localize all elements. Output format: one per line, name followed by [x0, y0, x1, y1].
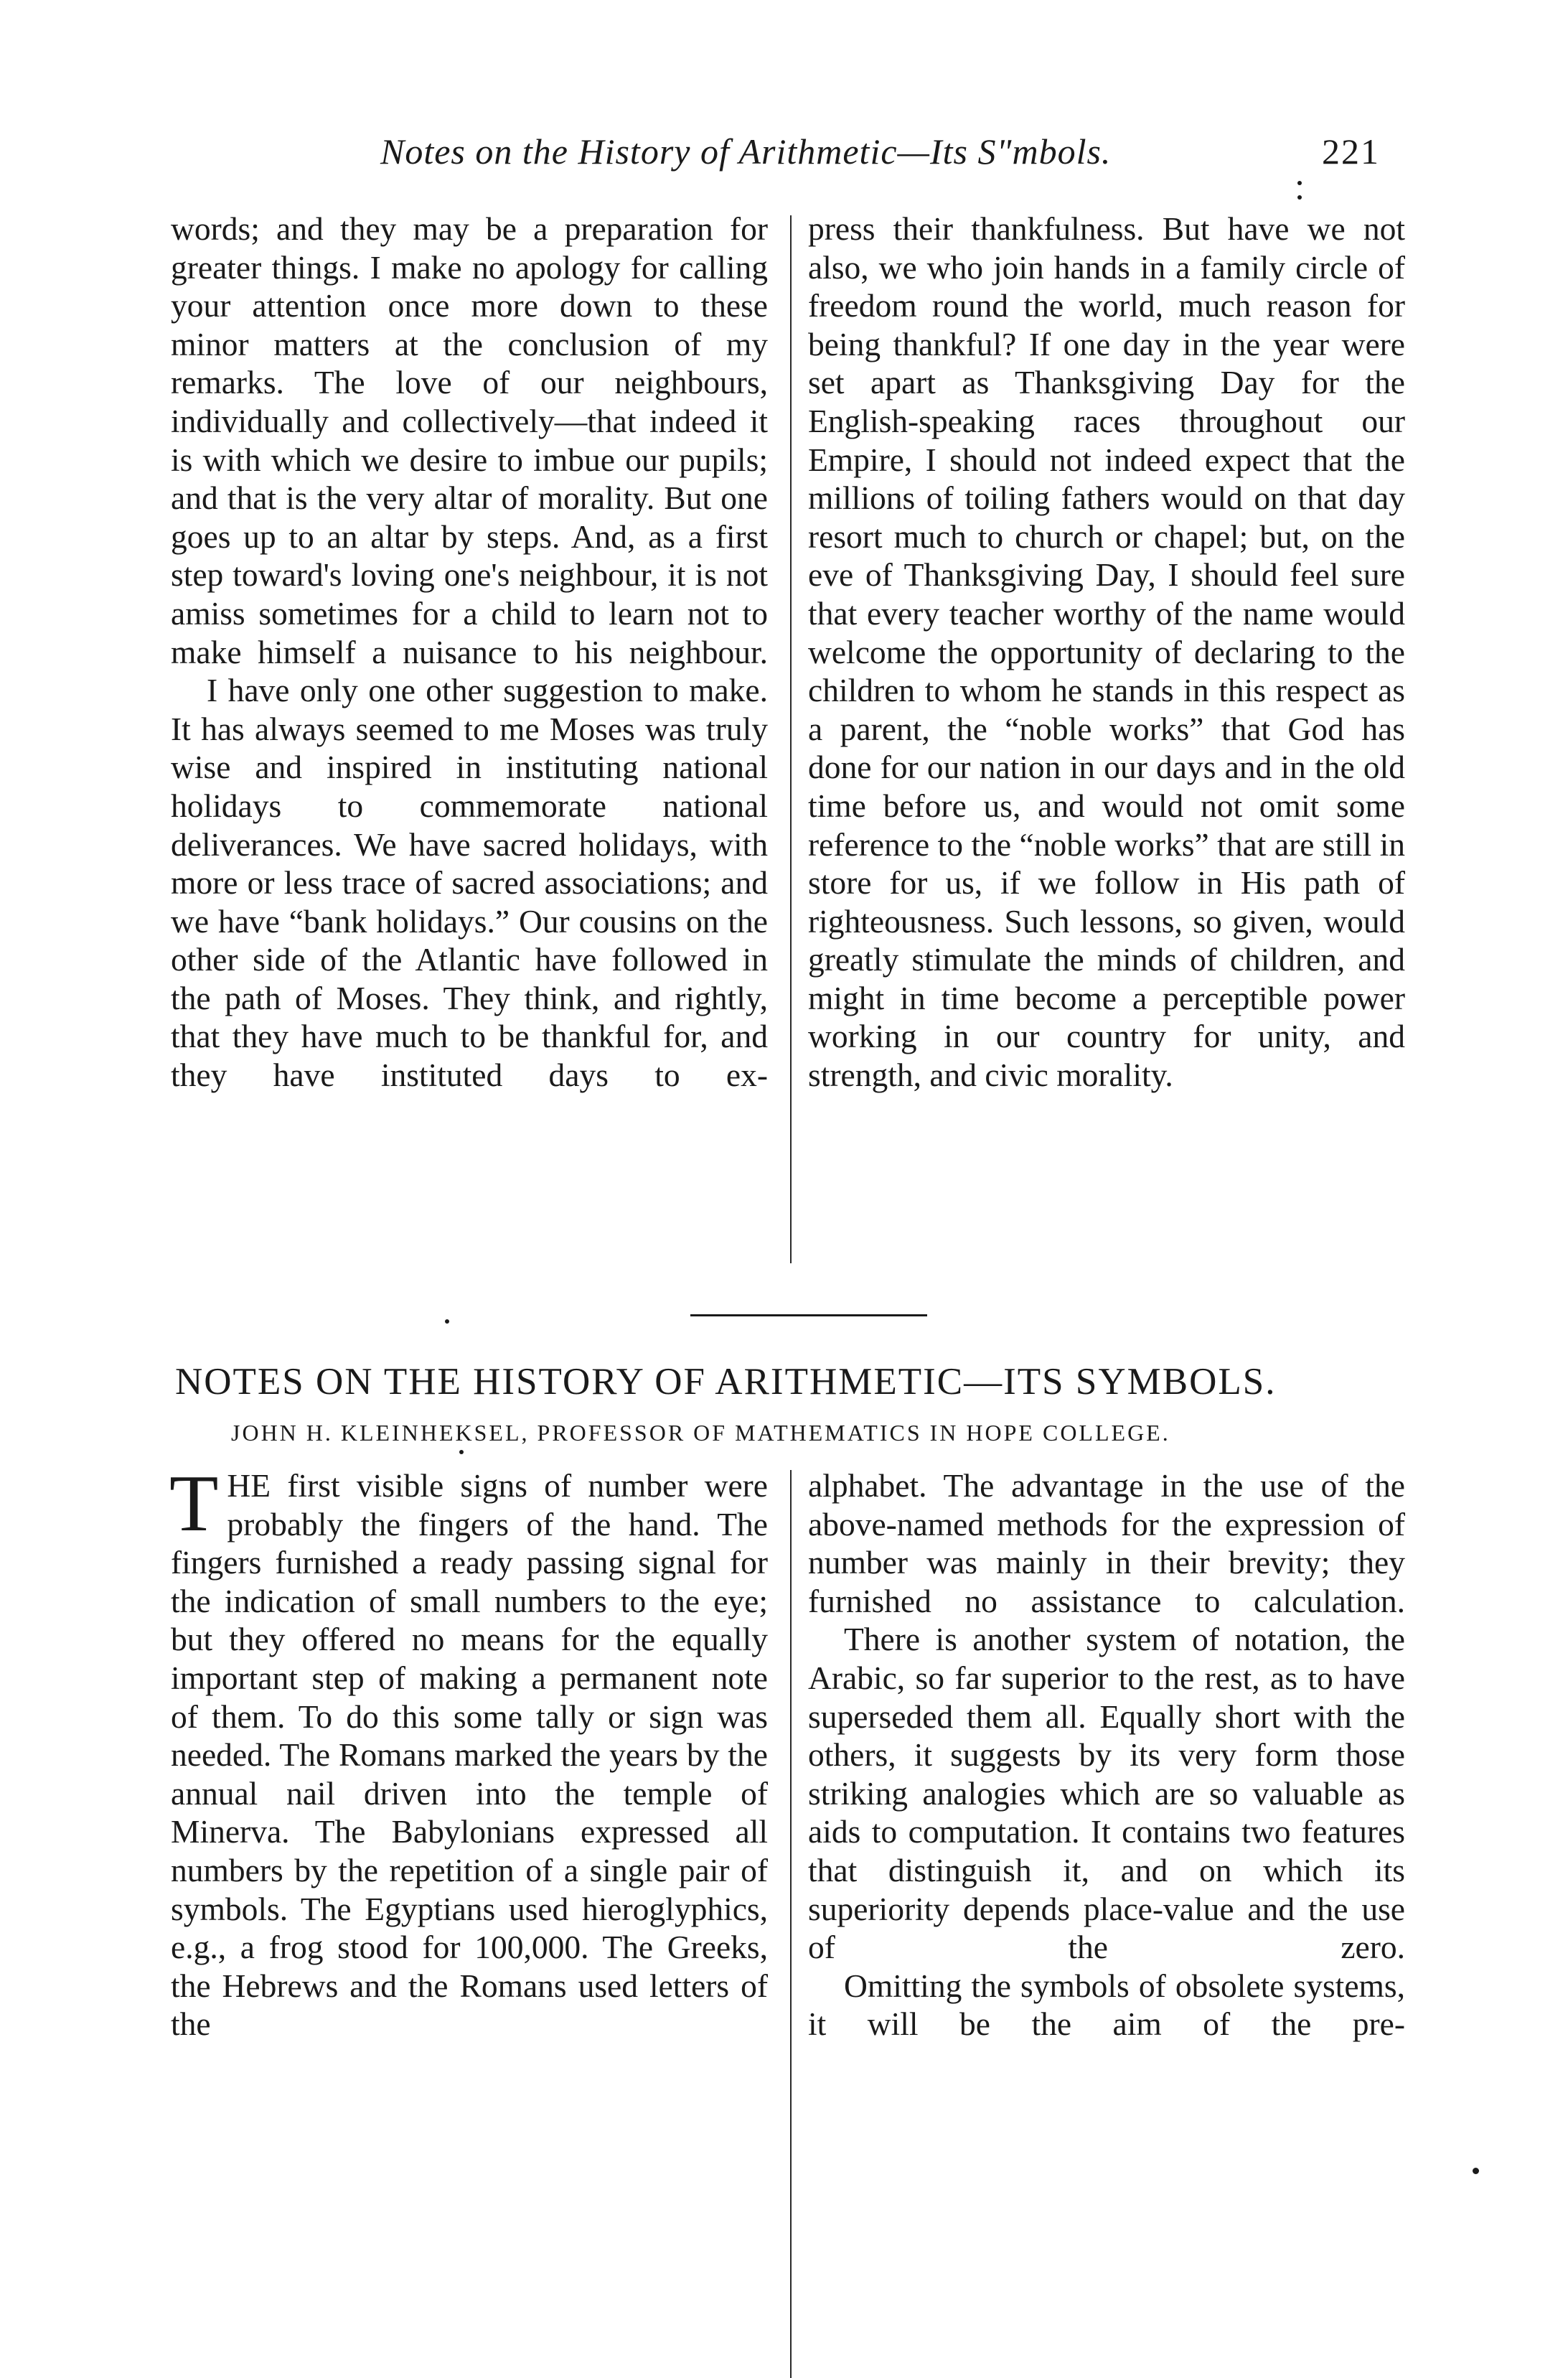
prev-article-paragraph: words; and they may be a preparation for greater things. I make no apology for calling your attention once more down to these minor matters at the conclusion of my remarks. The love of our neighbours, individually and collectively—that indeed it is with which we desire to imbue our pupils; and that is the very altar of morality. But one goes up to an altar by steps. And, as a first step toward's loving one's neighbour, it is not amiss sometimes for a child to learn not to make himself a nuisance to his neighbour.	[171, 210, 768, 670]
article-separator-rule	[690, 1314, 927, 1316]
prev-article-left-column	[171, 210, 768, 1095]
print-speck	[445, 1319, 449, 1324]
page-number: 221	[1322, 131, 1380, 172]
article-title: NOTES ON THE HISTORY OF ARITHMETIC—ITS SYMBOLS.	[175, 1361, 1277, 1403]
article-paragraph: There is another system of notation, the Arabic, so far superior to the rest, as to have superseded them all. Equally short with the others, it suggests by its very form those striking analogies which are so valuable as aids to computation. It contains two features that distinguish it, and on which its superiority depends place-value and the use of the zero.	[808, 1621, 1405, 1966]
article-byline: JOHN H. KLEINHEKSEL, PROFESSOR OF MATHEMATICS IN HOPE COLLEGE.	[231, 1420, 1170, 1446]
prev-article-right-column	[808, 210, 1405, 1095]
prev-article-paragraph: press their thankfulness. But have we not also, we who join hands in a family circle of freedom round the world, much reason for being thankful? If one day in the year were set apart as Thanksgiving Day for the English-speaking races throughout our Empire, I should not indeed expect that the millions of toiling fathers would on that day resort much to church or chapel; but, on the eve of Thanksgiving Day, I should feel sure that every teacher worthy of the name would welcome the opportunity of declaring to the children to whom he stands in this respect as a parent, the “noble works” that God has done for our nation in our days and in the old time before us, and would not omit some reference to the “noble works” that are still in store for us, if we follow in His path of righteousness. Such lessons, so given, would greatly stimulate the minds of children, and might in time become a perceptible power working in our country for unity, and strength, and civic morality.	[808, 210, 1405, 1094]
article-left-column	[169, 1459, 768, 2044]
prev-article-paragraph: I have only one other suggestion to make. It has always seemed to me Moses was truly wise and inspired in instituting national holidays to commemorate national deliverances. We have sacred holidays, with more or less trace of sacred associations; and we have “bank holidays.” Our cousins on the other side of the Atlantic have followed in the path of Moses. They think, and rightly, that they have much to be thankful for, and they have instituted days to ex-	[171, 672, 768, 1094]
running-head	[0, 131, 1568, 181]
running-head-title: Notes on the History of Arithmetic—Its Sʺmbols.	[380, 131, 1112, 172]
article-paragraph: Omitting the symbols of obsolete systems, it will be the aim of the pre-	[808, 1967, 1405, 2043]
drop-cap: T	[169, 1459, 219, 1548]
article-paragraph	[169, 1459, 768, 2044]
print-speck	[459, 1450, 464, 1454]
print-speck	[1473, 2168, 1479, 2174]
article-right-column	[808, 1466, 1405, 2044]
column-divider	[790, 215, 792, 1263]
article-paragraph: alphabet. The advantage in the use of the above-named methods for the expression of number was mainly in their brevity; they furnished no assistance to calculation.	[808, 1467, 1405, 1619]
print-speck	[1297, 181, 1302, 185]
print-speck	[1297, 195, 1302, 200]
column-divider	[790, 1470, 792, 2378]
article-paragraph-text: HE first visible signs of number were probably the fingers of the hand. The fingers furnished a ready passing signal for the indication of small numbers to the eye; but they offered no means for the equally important step of making a permanent note of them. To do this some tally or sign was needed. The Romans marked the years by the annual nail driven into the temple of Minerva. The Babylonians expressed all numbers by the repetition of a single pair of symbols. The Egyptians used hieroglyphics, e.g., a frog stood for 100,000. The Greeks, the Hebrews and the Romans used letters of the	[171, 1467, 768, 2043]
